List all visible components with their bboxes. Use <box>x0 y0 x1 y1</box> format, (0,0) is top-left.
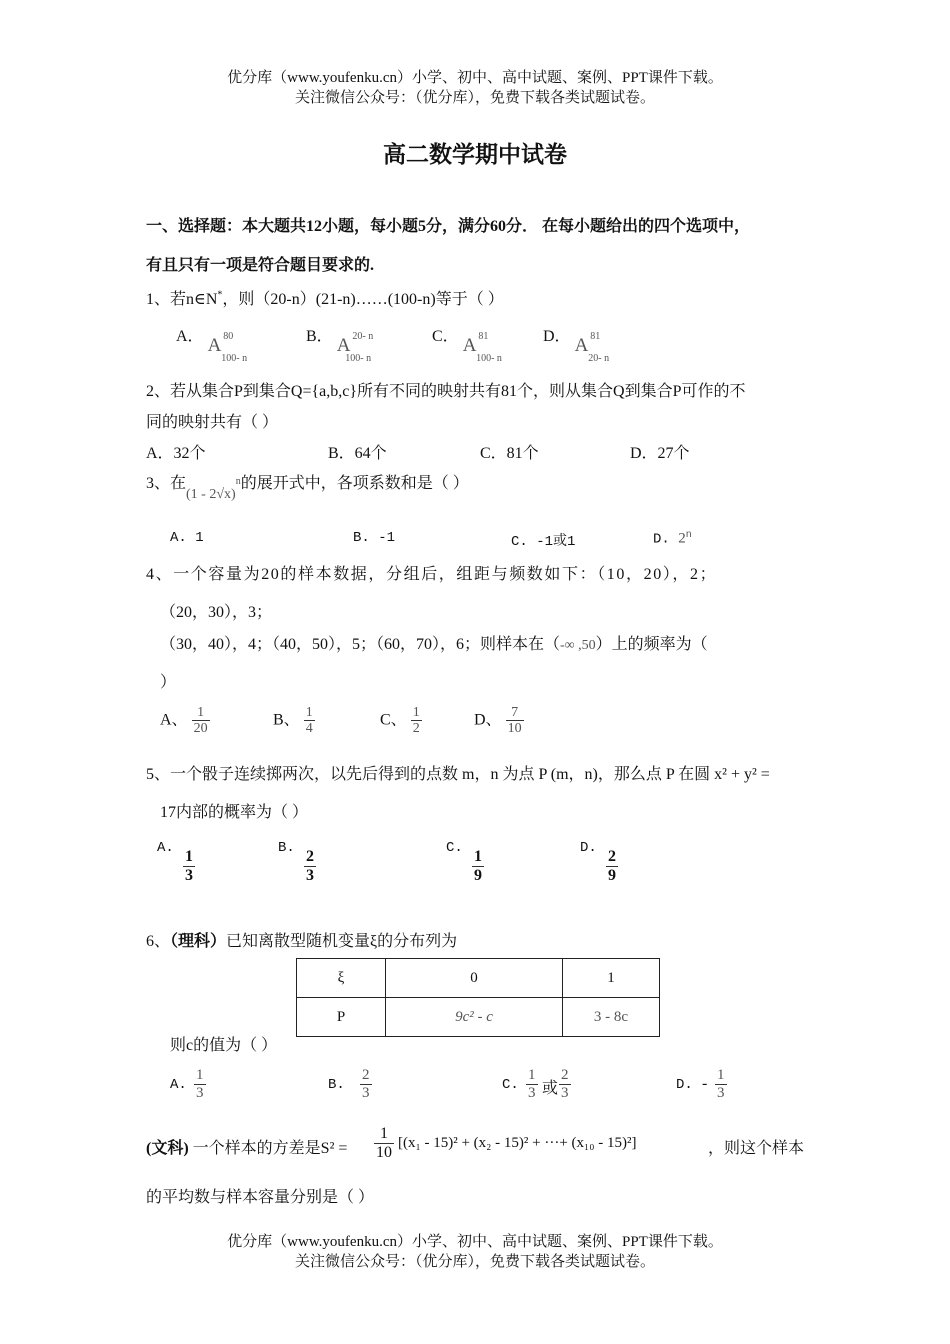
table-cell: P <box>297 998 386 1037</box>
q1-option-c-sub: 100- n <box>476 353 502 364</box>
section-heading-line-1: 一、选择题：本大题共12小题，每小题5分，满分60分． 在每小题给出的四个选项中， <box>146 218 751 235</box>
q6-option-d-frac[interactable] <box>715 1067 727 1101</box>
q6-option-c-den1: 3 <box>528 1084 536 1101</box>
q3-expr: (1 - 2√x) <box>186 487 236 502</box>
q1-option-d-sub: 20- n <box>588 353 610 364</box>
q4-line-4: ） <box>160 674 177 691</box>
q6-option-c-or: 或 <box>542 1080 559 1097</box>
q3-option-d-base: 2 <box>678 530 686 547</box>
q6-option-c-num2: 2 <box>561 1067 569 1083</box>
table-cell: 9c² - c <box>386 998 563 1037</box>
q6-option-a-den: 3 <box>196 1084 204 1101</box>
q4-line-3b: ）上的频率为（ <box>595 636 708 653</box>
q6-option-c-label[interactable]: C. <box>502 1077 519 1093</box>
q1-stem-b: ，则（20-n）(21-n)……(100-n)等于（ ） <box>222 291 504 308</box>
q5-line-2: 17内部的概率为（ ） <box>160 804 309 821</box>
q1-option-b[interactable] <box>306 323 397 364</box>
q1-option-c-label: C． <box>432 328 459 345</box>
q1-option-a-sup: 80 <box>223 331 234 342</box>
q6-stem-bold: （理科） <box>170 933 227 950</box>
q3-post: 的展开式中，各项系数和是（ ） <box>240 475 469 492</box>
q4-option-d-frac <box>506 705 524 737</box>
q1-option-b-sub: 100- n <box>345 353 372 364</box>
header-line-1: 优分库（www.youfenku.cn）小学、初中、高中试题、案例、PPT课件下载。 <box>227 70 723 86</box>
q6-option-d-num: 1 <box>717 1067 725 1083</box>
q1-option-c[interactable] <box>432 323 512 364</box>
q6-option-a-label[interactable]: A. <box>170 1077 187 1093</box>
footer-line-2: 关注微信公众号：（优分库），免费下载各类试题试卷。 <box>294 1254 655 1270</box>
q1-option-b-sup: 20- n <box>352 331 374 342</box>
q5-option-a-num: 1 <box>185 848 193 865</box>
q2-option-c[interactable]: C．81个 <box>480 445 539 462</box>
q4-option-a-frac <box>192 705 210 737</box>
q3-option-b[interactable]: B. -1 <box>353 530 396 546</box>
q6-option-d-den: 3 <box>717 1084 725 1101</box>
q5-option-d-num: 2 <box>608 848 616 865</box>
q2-option-d[interactable]: D．27个 <box>630 445 690 462</box>
page-title: 高二数学期中试卷 <box>383 142 567 167</box>
table-cell: ξ <box>297 959 386 998</box>
q4-option-d-label: D、 <box>474 711 502 729</box>
footer-line-1: 优分库（www.youfenku.cn）小学、初中、高中试题、案例、PPT课件下载。 <box>227 1234 723 1250</box>
q4-line-2: （20，30），3； <box>160 604 273 621</box>
q6-stem <box>146 928 457 951</box>
q4-option-a[interactable] <box>160 705 210 737</box>
q6-stem-a: 6、 <box>146 933 171 950</box>
q1-option-c-A: A <box>462 335 477 356</box>
table-cell: 0 <box>386 959 563 998</box>
q4-option-b[interactable] <box>273 705 315 737</box>
q6-option-a-num: 1 <box>196 1067 204 1083</box>
q5-option-b-num: 2 <box>306 848 314 865</box>
q6-option-b-frac[interactable] <box>360 1067 372 1101</box>
q4-option-d-num: 7 <box>511 705 519 720</box>
wenke-post: ，则这个样本 <box>708 1140 805 1157</box>
q4-option-a-den: 20 <box>193 721 208 737</box>
wenke-expr: [(x₁ - 15)² + (x₂ - 15)² + ···+ (x₁₀ - 15)²] <box>398 1135 637 1151</box>
q5-option-c-label[interactable]: C. <box>446 840 463 856</box>
table-cell: 1 <box>563 959 660 998</box>
table-cell: 3 - 8c <box>563 998 660 1037</box>
q4-option-c[interactable] <box>380 705 422 737</box>
q6-option-a-frac[interactable] <box>194 1067 206 1101</box>
q4-line-3 <box>160 631 708 654</box>
q4-option-b-label: B、 <box>273 711 300 729</box>
q5-option-d-frac[interactable] <box>606 848 618 884</box>
q3-option-d-label: D. <box>653 531 679 548</box>
wenke-frac-num: 1 <box>380 1125 388 1142</box>
q1-stem-a: 1、若n∈N <box>146 291 218 308</box>
section-heading-line-2: 有且只有一项是符合题目要求的. <box>146 257 375 274</box>
q4-option-c-num: 1 <box>412 705 420 720</box>
q3-option-d[interactable] <box>653 530 692 548</box>
wenke-label: (文科) <box>146 1140 189 1157</box>
q4-line-1: 4、一个容量为20的样本数据，分组后，组距与频数如下：（10，20），2； <box>146 566 718 583</box>
header-line-2: 关注微信公众号：（优分库），免费下载各类试题试卷。 <box>294 90 655 106</box>
q5-option-c-den: 9 <box>474 866 482 884</box>
q1-stem-sup: * <box>217 289 223 301</box>
q1-option-c-sup: 81 <box>478 331 489 342</box>
q1-option-d[interactable] <box>543 323 619 364</box>
q1-option-b-label: B． <box>306 328 333 345</box>
q6-ask: 则c的值为（ ） <box>170 1037 278 1054</box>
q1-option-d-label: D． <box>543 328 571 345</box>
q6-option-b-label[interactable]: B. <box>328 1077 345 1093</box>
q4-line-3a: （30，40），4；（40，50），5；（60，70），6；则样本在（ <box>160 636 561 653</box>
q2-line-2: 同的映射共有（ ） <box>146 414 279 431</box>
wenke-line-1 <box>146 1135 347 1158</box>
q1-option-a[interactable] <box>176 323 257 364</box>
q4-option-c-frac <box>411 705 422 737</box>
q1-option-d-A: A <box>574 335 589 356</box>
q5-option-b-label[interactable]: B. <box>278 840 295 856</box>
q5-option-a-label[interactable]: A. <box>157 840 174 856</box>
q2-line-1: 2、若从集合P到集合Q={a,b,c}所有不同的映射共有81个，则从集合Q到集合P可作的不 <box>146 383 746 400</box>
q4-option-c-label: C、 <box>380 711 407 729</box>
q6-option-b-den: 3 <box>362 1084 370 1101</box>
q5-option-a-den: 3 <box>185 866 193 884</box>
q1-stem <box>146 286 504 309</box>
q6-option-d-sign: - <box>702 1075 708 1092</box>
q5-option-d-label[interactable]: D. <box>580 840 597 856</box>
table-row <box>297 998 660 1037</box>
wenke-line-2: 的平均数与样本容量分别是（ ） <box>146 1189 375 1206</box>
q5-option-c-frac[interactable] <box>472 848 484 884</box>
q6-option-c-frac2[interactable] <box>559 1067 571 1101</box>
q6-option-b-num: 2 <box>362 1067 370 1083</box>
q1-option-d-sup: 81 <box>590 331 601 342</box>
q5-option-d-den: 9 <box>608 866 616 884</box>
q4-option-c-den: 2 <box>412 721 420 737</box>
q1-option-a-label: A． <box>176 328 204 345</box>
wenke-frac-den: 10 <box>376 1143 392 1161</box>
wenke-frac <box>374 1125 394 1161</box>
q2-option-a[interactable]: A．32个 <box>146 445 206 462</box>
q5-option-b-frac[interactable] <box>304 848 316 884</box>
q4-option-a-label: A、 <box>160 711 188 729</box>
q4-option-b-num: 1 <box>305 705 313 720</box>
q4-interval: -∞ ,50 <box>560 638 596 653</box>
q5-option-a-frac[interactable] <box>183 848 195 884</box>
distribution-table <box>296 958 660 1037</box>
q3-option-a[interactable]: A. 1 <box>170 530 204 546</box>
q3-expr-sup: n <box>235 475 241 487</box>
q5-line-1: 5、一个骰子连续掷两次，以先后得到的点数 m，n 为点 P (m，n)，那么点 P 在圆 x² + y² = <box>146 766 770 783</box>
wenke-pre: 一个样本的方差是S² = <box>188 1140 348 1157</box>
table-row <box>297 959 660 998</box>
q5-option-c-num: 1 <box>474 848 482 865</box>
q6-option-c-num1: 1 <box>528 1067 536 1083</box>
q4-option-d-den: 10 <box>507 721 522 737</box>
q4-option-b-frac <box>304 705 315 737</box>
q6-stem-b: 已知离散型随机变量ξ的分布列为 <box>226 933 458 950</box>
q4-option-d[interactable] <box>474 705 524 737</box>
q5-option-b-den: 3 <box>306 866 314 884</box>
q1-option-b-A: A <box>336 335 351 356</box>
q6-option-c-den2: 3 <box>561 1084 569 1101</box>
q1-option-a-A: A <box>207 335 222 356</box>
q4-option-b-den: 4 <box>305 721 313 737</box>
q4-option-a-num: 1 <box>197 705 205 720</box>
q3-pre: 3、在 <box>146 475 187 492</box>
q1-option-a-sub: 100- n <box>221 353 248 364</box>
q6-option-d-label[interactable]: D. <box>676 1077 693 1093</box>
q6-option-c-frac1[interactable] <box>526 1067 538 1101</box>
q2-option-b[interactable]: B．64个 <box>328 445 387 462</box>
q3-stem <box>146 470 469 502</box>
q3-option-d-sup: n <box>685 530 692 541</box>
q3-option-c[interactable]: C. -1或1 <box>511 534 576 550</box>
